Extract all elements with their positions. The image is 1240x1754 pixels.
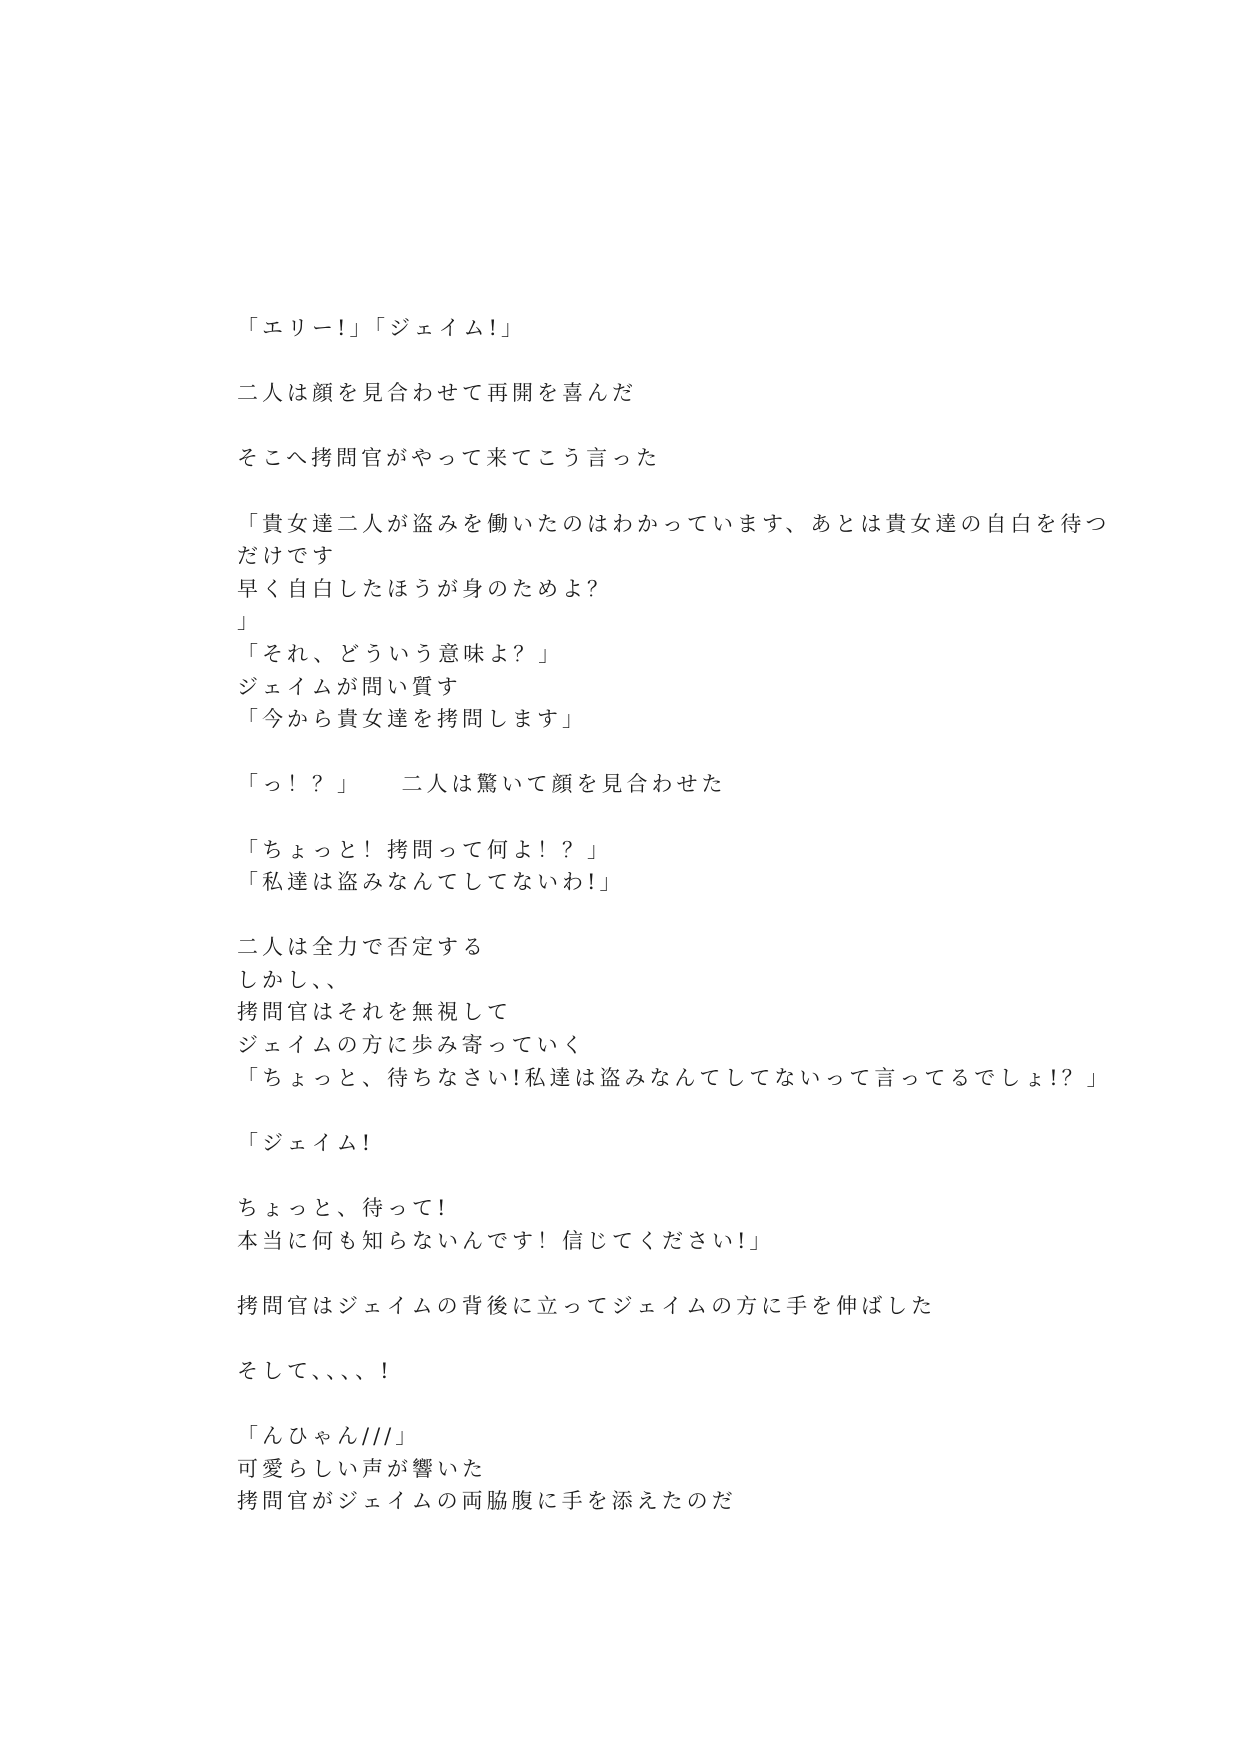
text-line: だけです xyxy=(237,544,337,569)
text-line: 本当に何も知らないんです！信じてください!」 xyxy=(237,1228,775,1253)
text-line: 早く自白したほうが身のためよ？ xyxy=(237,576,612,601)
text-line: そこへ拷問官がやって来てこう言った xyxy=(237,446,662,471)
blank-line xyxy=(237,801,1037,834)
blank-line xyxy=(237,1322,1037,1355)
text-line: 拷問官がジェイムの両脇腹に手を添えたのだ xyxy=(237,1489,737,1514)
text-line: ジェイムが問い質す xyxy=(237,674,462,699)
text-line: 「それ、どういう意味よ？」 xyxy=(237,641,564,666)
text-line: 拷問官はそれを無視して xyxy=(237,1000,512,1025)
blank-line xyxy=(237,736,1037,769)
blank-line xyxy=(237,1388,1037,1421)
text-line: 「今から貴女達を拷問します」 xyxy=(237,707,587,732)
text-line: しかし、、 xyxy=(237,967,352,992)
blank-line xyxy=(237,345,1037,378)
text-line: ジェイムの方に歩み寄っていく xyxy=(237,1033,587,1058)
text-line: 二人は全力で否定する xyxy=(237,935,487,960)
text-line: 二人は顔を見合わせて再開を喜んだ xyxy=(237,381,637,406)
text-line: 「ちょっと！拷問って何よ！？」 xyxy=(237,837,612,862)
text-line: 「ちょっと、待ちなさい!私達は盗みなんてしてないって言ってるでしょ!？」 xyxy=(237,1065,1112,1090)
blank-line xyxy=(237,1257,1037,1290)
text-line: 「私達は盗みなんてしてないわ!」 xyxy=(237,870,625,895)
text-line: 「エリー!」「ジェイム!」 xyxy=(237,316,526,340)
blank-line xyxy=(237,899,1037,932)
blank-line xyxy=(237,1159,1037,1192)
blank-line xyxy=(237,1094,1037,1127)
story-text xyxy=(237,312,1112,1518)
blank-line xyxy=(237,475,1037,508)
blank-line xyxy=(237,410,1037,443)
text-line: 」 xyxy=(237,609,262,634)
text-line: 「んひゃん///」 xyxy=(237,1424,421,1449)
text-line: 「ジェイム! xyxy=(237,1130,375,1155)
text-line: 拷問官はジェイムの背後に立ってジェイムの方に手を伸ばした xyxy=(237,1293,937,1318)
text-line: 「貴女達二人が盗みを働いたのはわかっています、あとは貴女達の自白を待つ xyxy=(237,511,1111,536)
text-line: そして、、、、! xyxy=(237,1359,393,1383)
text-line: ちょっと、待って! xyxy=(237,1196,450,1221)
text-line: 可愛らしい声が響いた xyxy=(237,1456,487,1481)
text-line: 「っ！？」 二人は驚いて顔を見合わせた xyxy=(237,772,727,797)
